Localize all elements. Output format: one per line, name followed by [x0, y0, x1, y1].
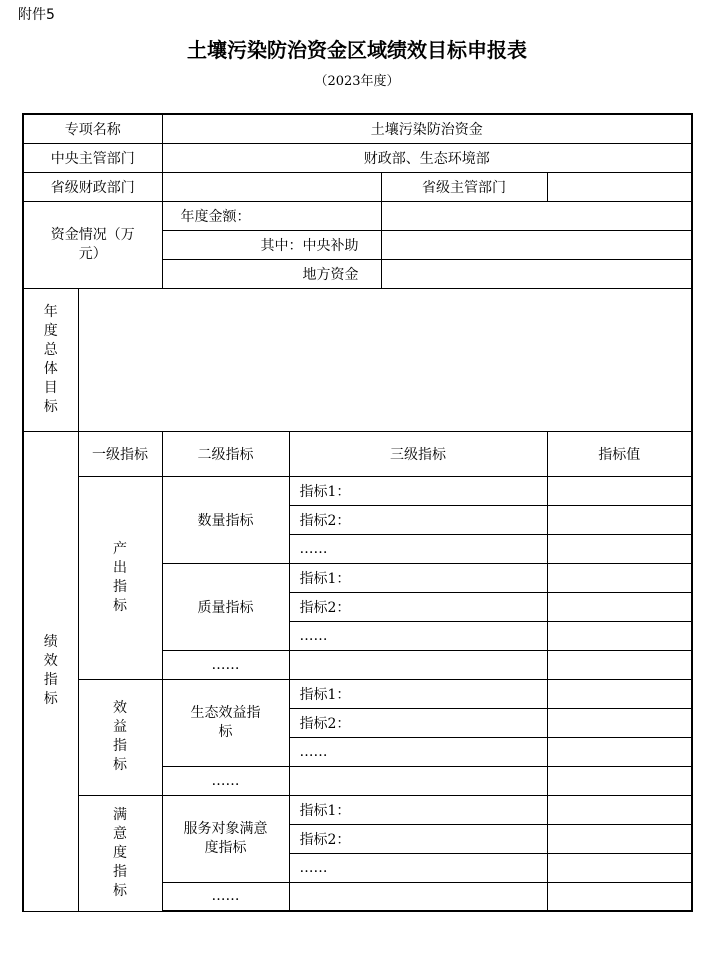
indicator-name-cell[interactable]: ……: [289, 737, 547, 766]
prov-finance-label: 省级财政部门: [23, 172, 162, 201]
indicator-name-cell[interactable]: 指标2：: [289, 505, 547, 534]
indicator-value-cell[interactable]: [547, 737, 692, 766]
quality-indicator-label: 质量指标: [162, 563, 289, 650]
indicator-value-cell[interactable]: [547, 824, 692, 853]
annual-goal-label: 年度总体目标: [23, 288, 78, 431]
central-subsidy-label: 其中：中央补助: [162, 230, 381, 259]
central-dept-label: 中央主管部门: [23, 143, 162, 172]
funds-label: 资金情况（万元）: [23, 201, 162, 288]
indicator-name-cell[interactable]: 指标2：: [289, 592, 547, 621]
indicator-name-cell[interactable]: [289, 766, 547, 795]
annual-amount-value[interactable]: [381, 201, 692, 230]
indicator-value-cell[interactable]: [547, 476, 692, 505]
indicator-value-cell[interactable]: [547, 853, 692, 882]
indicator-name-cell[interactable]: 指标2：: [289, 708, 547, 737]
page-title: 土壤污染防治资金区域绩效目标申报表: [187, 38, 527, 62]
indicator-value-cell[interactable]: [547, 592, 692, 621]
indicator-name-cell[interactable]: 指标1：: [289, 679, 547, 708]
indicator-name-cell[interactable]: 指标1：: [289, 476, 547, 505]
project-name-value[interactable]: 土壤污染防治资金: [162, 114, 692, 143]
local-funds-label: 地方资金: [162, 259, 381, 288]
satisfaction-indicator-label: 满意度指标: [78, 795, 162, 911]
indicator-value-cell[interactable]: [547, 882, 692, 911]
annual-goal-value[interactable]: [78, 288, 692, 431]
benefit-more-label: ……: [162, 766, 289, 795]
project-name-label: 专项名称: [23, 114, 162, 143]
output-more-label: ……: [162, 650, 289, 679]
indicator-name-cell[interactable]: 指标1：: [289, 563, 547, 592]
indicator-value-cell[interactable]: [547, 534, 692, 563]
indicator-name-cell[interactable]: ……: [289, 853, 547, 882]
indicator-value-cell[interactable]: [547, 766, 692, 795]
indicator-name-cell[interactable]: [289, 882, 547, 911]
indicator-name-cell[interactable]: ……: [289, 534, 547, 563]
indicator-value-cell[interactable]: [547, 563, 692, 592]
attachment-label: 附件5: [18, 7, 55, 23]
page-subtitle: （2023年度）: [314, 74, 400, 89]
indicator-value-cell[interactable]: [547, 708, 692, 737]
central-dept-value[interactable]: 财政部、生态环境部: [162, 143, 692, 172]
indicator-value-cell[interactable]: [547, 679, 692, 708]
indicator-name-cell[interactable]: [289, 650, 547, 679]
prov-dept-label: 省级主管部门: [381, 172, 547, 201]
prov-finance-value[interactable]: [162, 172, 381, 201]
eco-benefit-indicator-label: 生态效益指标: [162, 679, 289, 766]
indicator-value-cell[interactable]: [547, 621, 692, 650]
indicator-value-cell[interactable]: [547, 795, 692, 824]
service-satisfaction-indicator-label: 服务对象满意度指标: [162, 795, 289, 882]
header-level1: 一级指标: [78, 431, 162, 476]
indicator-name-cell[interactable]: 指标1：: [289, 795, 547, 824]
quantity-indicator-label: 数量指标: [162, 476, 289, 563]
indicator-value-cell[interactable]: [547, 505, 692, 534]
indicator-value-cell[interactable]: [547, 650, 692, 679]
output-indicator-label: 产出指标: [78, 476, 162, 679]
header-value: 指标值: [547, 431, 692, 476]
target-form-table: [22, 113, 693, 912]
indicator-name-cell[interactable]: ……: [289, 621, 547, 650]
benefit-indicator-label: 效益指标: [78, 679, 162, 795]
prov-dept-value[interactable]: [547, 172, 692, 201]
annual-amount-label: 年度金额：: [162, 201, 381, 230]
local-funds-value[interactable]: [381, 259, 692, 288]
header-level2: 二级指标: [162, 431, 289, 476]
central-subsidy-value[interactable]: [381, 230, 692, 259]
header-level3: 三级指标: [289, 431, 547, 476]
satisfaction-more-label: ……: [162, 882, 289, 911]
performance-label: 绩效指标: [23, 431, 78, 911]
indicator-name-cell[interactable]: 指标2：: [289, 824, 547, 853]
